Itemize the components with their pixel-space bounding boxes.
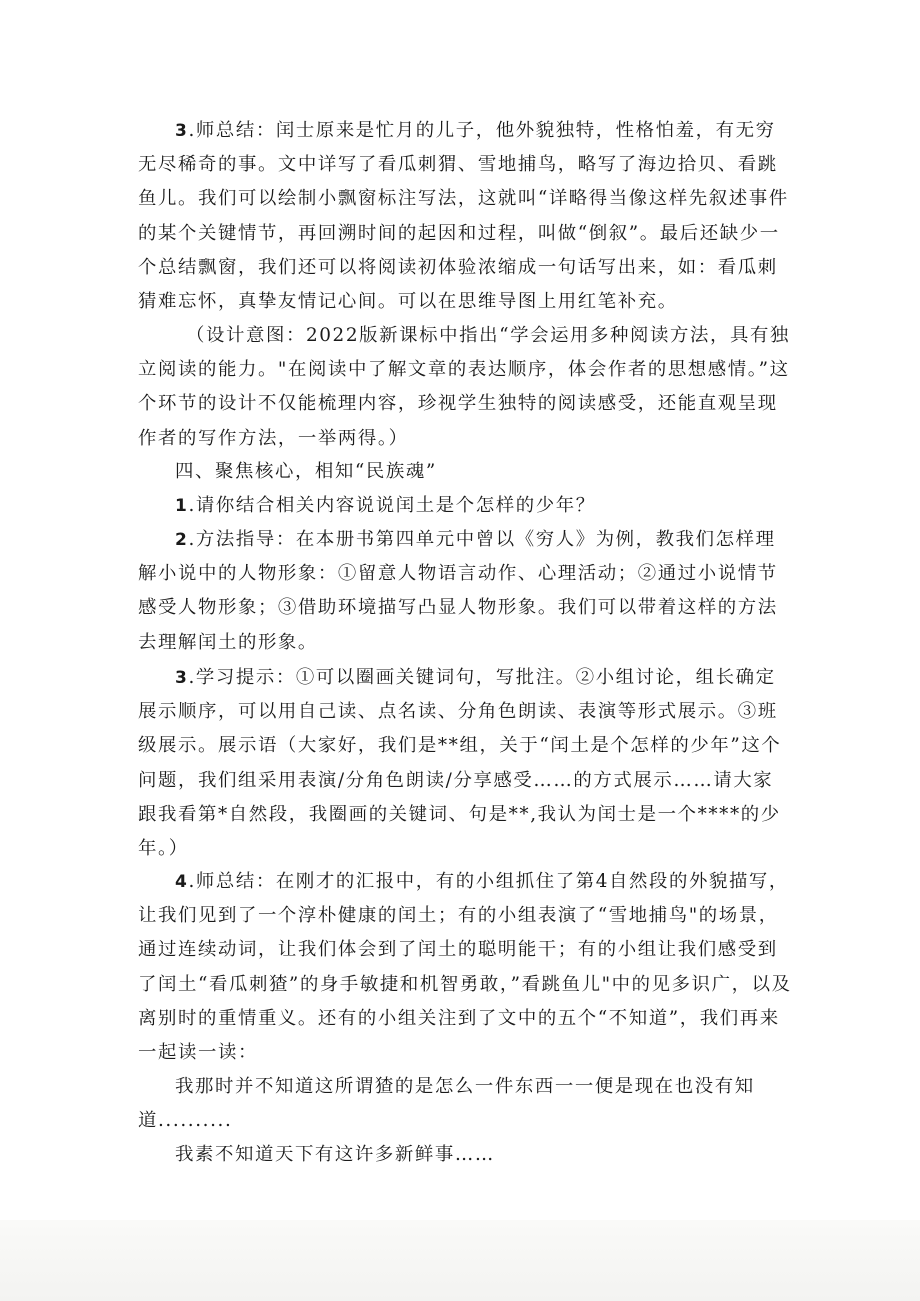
section-heading: 四、聚焦核心，相知“民族魂” [175,461,437,482]
paragraph-text: .师总结：在刚才的汇报中，有的小组抓住了第4自然段的外貌描写，让我们见到了一个淳朴健康的闰土；有的小组表演了“雪地捕鸟"的场景，通过连续动词，让我们体会到了闰土的聪明能干；有的小组让我们感受到了闰土“看瓜刺猹”的身手敏捷和机智勇敢，”看跳鱼儿"中的见多识广，以及离别时的重情重义。还有的小组关注到了文中的五个“不知道”，我们再来一起读一读： [138,871,792,1064]
teacher-summary-paragraph [138,114,792,319]
paragraph-text: .学习提示：①可以圈画关键词句，写批注。②小组讨论，组长确定展示顺序，可以用自己读、点名读、分角色朗读、表演等形式展示。③班级展示。展示语（大家好，我们是**组，关于“闰土是个怎样的少年”这个问题，我们组采用表演/分角色朗读/分享感受……的方式展示……请大家跟我看第*自然段，我圈画的关键词、句是**,我认为闰士是一个****的少年。） [138,667,782,860]
page-footer-band [0,1220,920,1301]
teacher-summary-item-4 [138,865,792,1070]
quoted-line-2: 我素不知道天下有这许多新鲜事…… [175,1144,495,1165]
item-number: 3 [175,668,189,688]
design-intent-paragraph: （设计意图：2022版新课标中指出“学会运用多种阅读方法，具有独立阅读的能力。"在阅读中了解文章的表达顺序，体会作者的思想感情。”这个环节的设计不仅能梳理内容，珍视学生独特的阅读感受，还能直观呈现作者的写作方法，一举两得。） [138,325,790,449]
paragraph-text: .请你结合相关内容说说闰土是个怎样的少年？ [188,495,596,516]
paragraph-text: .师总结：闰士原来是忙月的儿子，他外貌独特，性格怕羞，有无穷无尽稀奇的事。文中详写了看瓜刺猬、雪地捕鸟，略写了海边拾贝、看跳鱼儿。我们可以绘制小飘窗标注写法，这就叫“详略得当像这样先叙述事件的某个关键情节，再回溯时间的起因和过程，叫做“倒叙”。最后还缺少一个总结飘窗，我们还可以将阅读初体验浓缩成一句话写出来，如：看瓜刺猜难忘怀，真挚友情记心间。可以在思维导图上用红笔补充。 [138,120,789,313]
method-guide-item-2 [138,523,792,660]
item-number: 3 [175,121,189,141]
item-number: 1 [175,496,189,516]
learning-tips-item-3 [138,661,792,866]
item-number: 4 [175,872,189,892]
question-item-1 [138,489,792,523]
paragraph-text: .方法指导：在本册书第四单元中曾以《穷人》为例，教我们怎样理解小说中的人物形象：①留意人物语言动作、心理活动；②通过小说情节感受人物形象；③借助环境描写凸显人物形象。我们可以带着这样的方法去理解闰土的形象。 [138,529,778,653]
item-number: 2 [175,530,189,550]
quoted-line-1: 我那时并不知道这所谓猹的是怎么一件东西一一便是现在也没有知道.......... [138,1076,755,1132]
